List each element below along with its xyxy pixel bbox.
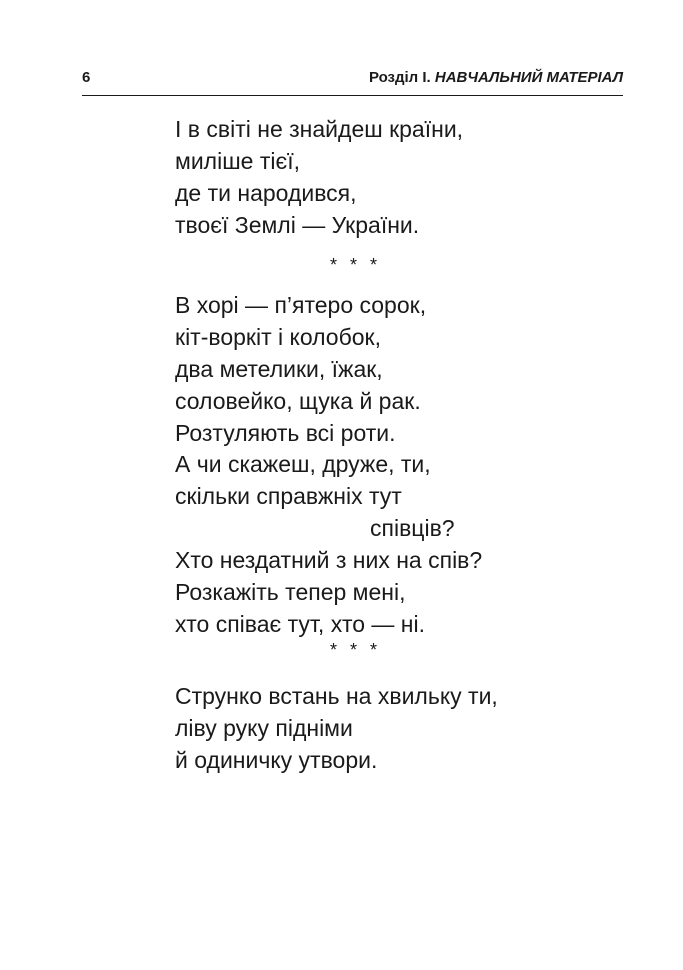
poem-line: А чи скажеш, друже, ти, bbox=[175, 451, 431, 478]
poem-line: Хто нездатний з них на спів? bbox=[175, 547, 483, 574]
stanza bbox=[175, 681, 498, 777]
header-rule bbox=[82, 95, 623, 96]
page-number: 6 bbox=[82, 69, 91, 86]
poem-line: В хорі — п’ятеро сорок, bbox=[175, 292, 427, 318]
stanza-divider: * * * bbox=[330, 255, 382, 275]
poem-line: миліше тієї, bbox=[175, 147, 300, 174]
poem-line: скільки справжніх тут bbox=[175, 483, 402, 510]
poem-line: Розтуляють всі роти. bbox=[175, 419, 396, 446]
poem-line: й одиничку утвори. bbox=[175, 746, 378, 773]
page-header bbox=[82, 68, 623, 94]
poem-line: хто співає тут, хто — ні. bbox=[175, 610, 425, 637]
poem-line: кіт-воркіт і колобок, bbox=[175, 323, 382, 350]
poem-line: ліву руку підніми bbox=[175, 714, 353, 741]
poem-line: співців? bbox=[370, 515, 455, 542]
running-head bbox=[369, 69, 623, 86]
stanza-divider: * * * bbox=[330, 640, 382, 660]
poem-line: І в світі не знайдеш країни, bbox=[175, 116, 464, 142]
stanza bbox=[175, 290, 482, 641]
poem-line: соловейко, щука й рак. bbox=[175, 387, 421, 414]
section-title: НАВЧАЛЬНИЙ МАТЕРІАЛ bbox=[434, 69, 623, 86]
poem-line: твоєї Землі — України. bbox=[175, 211, 420, 238]
section-label: Розділ І. bbox=[368, 69, 431, 86]
poem-line: Струнко встань на хвильку ти, bbox=[175, 683, 498, 709]
poem-line: де ти народився, bbox=[175, 179, 357, 206]
poem-line: два метелики, їжак, bbox=[175, 355, 383, 382]
poem-line: Розкажіть тепер мені, bbox=[175, 579, 406, 606]
stanza bbox=[175, 114, 463, 242]
